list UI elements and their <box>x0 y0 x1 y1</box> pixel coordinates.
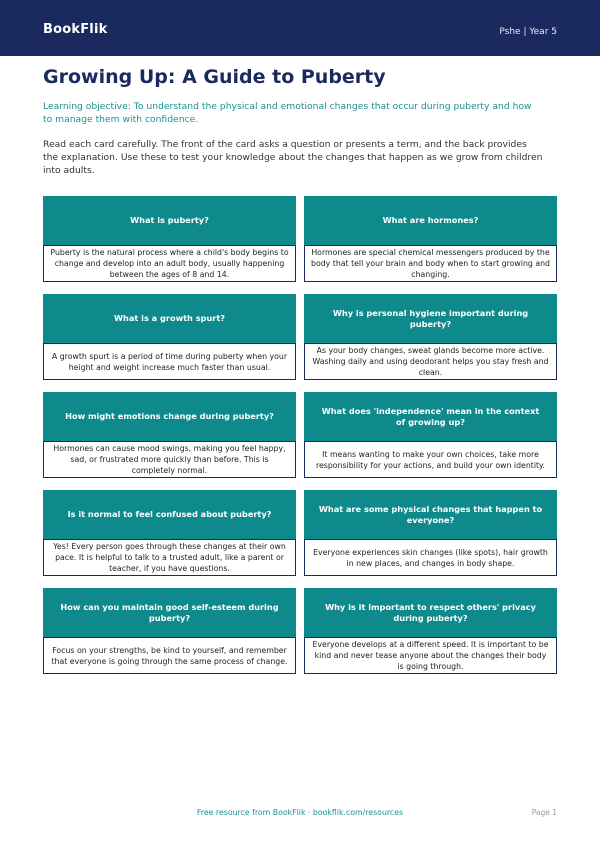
card-answer: It means wanting to make your own choices, take more responsibility for your actions, and build your own identity. <box>304 441 557 478</box>
card-question: What are some physical changes that happen to everyone? <box>304 490 557 539</box>
card-question: What is puberty? <box>43 196 296 245</box>
brand-logo-text[interactable]: BookFlik <box>43 22 108 37</box>
flashcard[interactable] <box>304 196 557 280</box>
card-question: What does 'independence' mean in the context of growing up? <box>304 392 557 441</box>
page-number: Page 1 <box>531 808 557 817</box>
top-header-bar <box>0 0 600 56</box>
flashcard[interactable] <box>43 294 296 378</box>
card-answer: A growth spurt is a period of time during puberty when your height and weight increase much faster than usual. <box>43 343 296 380</box>
card-question: How can you maintain good self-esteem during puberty? <box>43 588 296 637</box>
flashcard[interactable] <box>43 588 296 672</box>
intro-instructions: Read each card carefully. The front of the card asks a question or presents a term, and the back provides the explanation. Use these to test your knowledge about the changes that happen as we grow from children into adults. <box>43 139 543 176</box>
subject-year-label: Pshe | Year 5 <box>499 27 557 37</box>
card-answer: Everyone experiences skin changes (like spots), hair growth in new places, and changes in body shape. <box>304 539 557 576</box>
flashcard[interactable] <box>43 392 296 476</box>
card-answer: Everyone develops at a different speed. It is important to be kind and never tease anyone about the changes their body is going through. <box>304 637 557 674</box>
card-question: Why is it important to respect others' privacy during puberty? <box>304 588 557 637</box>
card-answer: Focus on your strengths, be kind to yourself, and remember that everyone is going through the same process of change. <box>43 637 296 674</box>
flashcard[interactable] <box>304 490 557 574</box>
card-answer: As your body changes, sweat glands become more active. Washing daily and using deodorant helps you stay fresh and clean. <box>304 343 557 380</box>
flashcard[interactable] <box>304 588 557 672</box>
card-question: What is a growth spurt? <box>43 294 296 343</box>
flashcard[interactable] <box>304 294 557 378</box>
flashcard[interactable] <box>43 490 296 574</box>
card-answer: Puberty is the natural process where a child's body begins to change and develop into an adult body, usually happening between the ages of 8 and 14. <box>43 245 296 282</box>
card-question: Is it normal to feel confused about puberty? <box>43 490 296 539</box>
card-question: How might emotions change during puberty? <box>43 392 296 441</box>
footer-resource-link[interactable]: Free resource from BookFlik · bookflik.com/resources <box>196 808 404 817</box>
flashcard[interactable] <box>43 196 296 280</box>
flashcard[interactable] <box>304 392 557 476</box>
learning-objective: Learning objective: To understand the physical and emotional changes that occur during puberty and how to manage them with confidence. <box>43 101 532 125</box>
card-answer: Hormones can cause mood swings, making you feel happy, sad, or frustrated more quickly than before. This is completely normal. <box>43 441 296 478</box>
card-question: What are hormones? <box>304 196 557 245</box>
card-answer: Hormones are special chemical messengers produced by the body that tell your brain and body when to start growing and changing. <box>304 245 557 282</box>
card-question: Why is personal hygiene important during puberty? <box>304 294 557 343</box>
page-title: Growing Up: A Guide to Puberty <box>43 66 386 88</box>
card-answer: Yes! Every person goes through these changes at their own pace. It is helpful to talk to a trusted adult, like a parent or teacher, if you have questions. <box>43 539 296 576</box>
flashcard-grid <box>43 196 557 672</box>
